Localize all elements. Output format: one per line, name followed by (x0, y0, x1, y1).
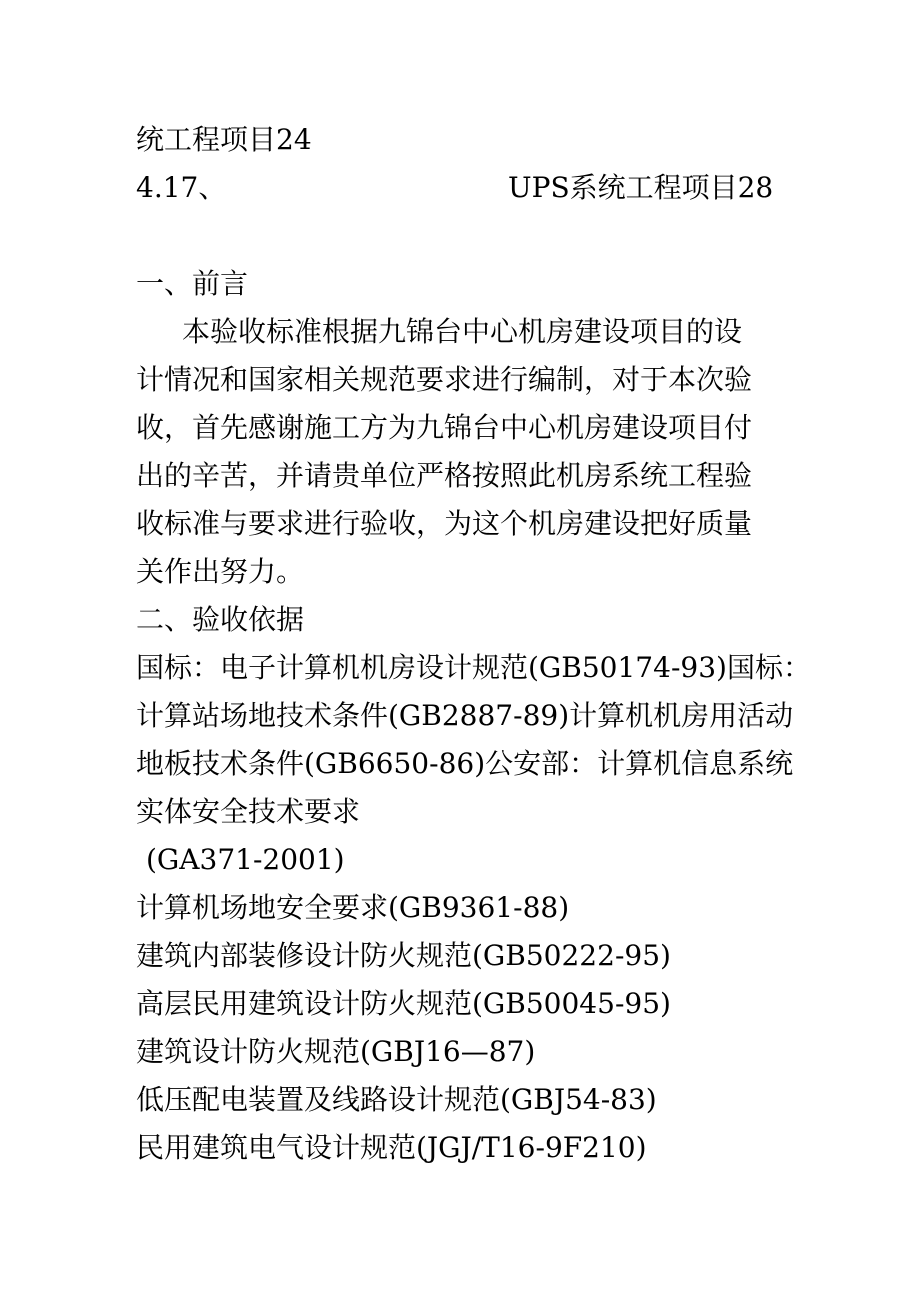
basis-line: 计算机场地安全要求(GB9361-88) (136, 891, 570, 924)
basis-line: 建筑内部装修设计防火规范(GB50222-95) (136, 939, 671, 972)
preface-paragraph-line: 计情况和国家相关规范要求进行编制，对于本次验 (136, 363, 753, 396)
preface-paragraph-line: 出的辛苦，并请贵单位严格按照此机房系统工程验 (136, 459, 753, 492)
basis-line: 计算站场地技术条件(GB2887-89)计算机机房用活动 (136, 699, 794, 732)
preface-paragraph-line: 收，首先感谢施工方为九锦台中心机房建设项目付 (136, 411, 753, 444)
section-heading-basis: 二、验收依据 (136, 603, 305, 636)
basis-line: (GA371-2001) (146, 843, 345, 876)
preface-paragraph-line: 本验收标准根据九锦台中心机房建设项目的设 (182, 315, 743, 348)
basis-line: 民用建筑电气设计规范(JGJ/T16-9F210) (136, 1131, 647, 1164)
basis-line: 地板技术条件(GB6650-86)公安部：计算机信息系统 (136, 747, 794, 780)
basis-line: 低压配电装置及线路设计规范(GBJ54-83) (136, 1083, 657, 1116)
basis-line: 建筑设计防火规范(GBJ16—87) (136, 1035, 536, 1068)
toc-item-number: 4.17、 (136, 171, 227, 204)
basis-line: 高层民用建筑设计防火规范(GB50045-95) (136, 987, 671, 1020)
toc-line-continuation: 统工程项目24 (136, 123, 312, 156)
preface-paragraph-line: 关作出努力。 (136, 555, 305, 588)
preface-paragraph-line: 收标准与要求进行验收，为这个机房建设把好质量 (136, 507, 753, 540)
section-heading-preface: 一、前言 (136, 267, 249, 300)
basis-line: 国标：电子计算机机房设计规范(GB50174-93)国标： (136, 651, 811, 684)
basis-line: 实体安全技术要求 (136, 795, 361, 828)
toc-item-title: UPS系统工程项目28 (508, 171, 774, 204)
